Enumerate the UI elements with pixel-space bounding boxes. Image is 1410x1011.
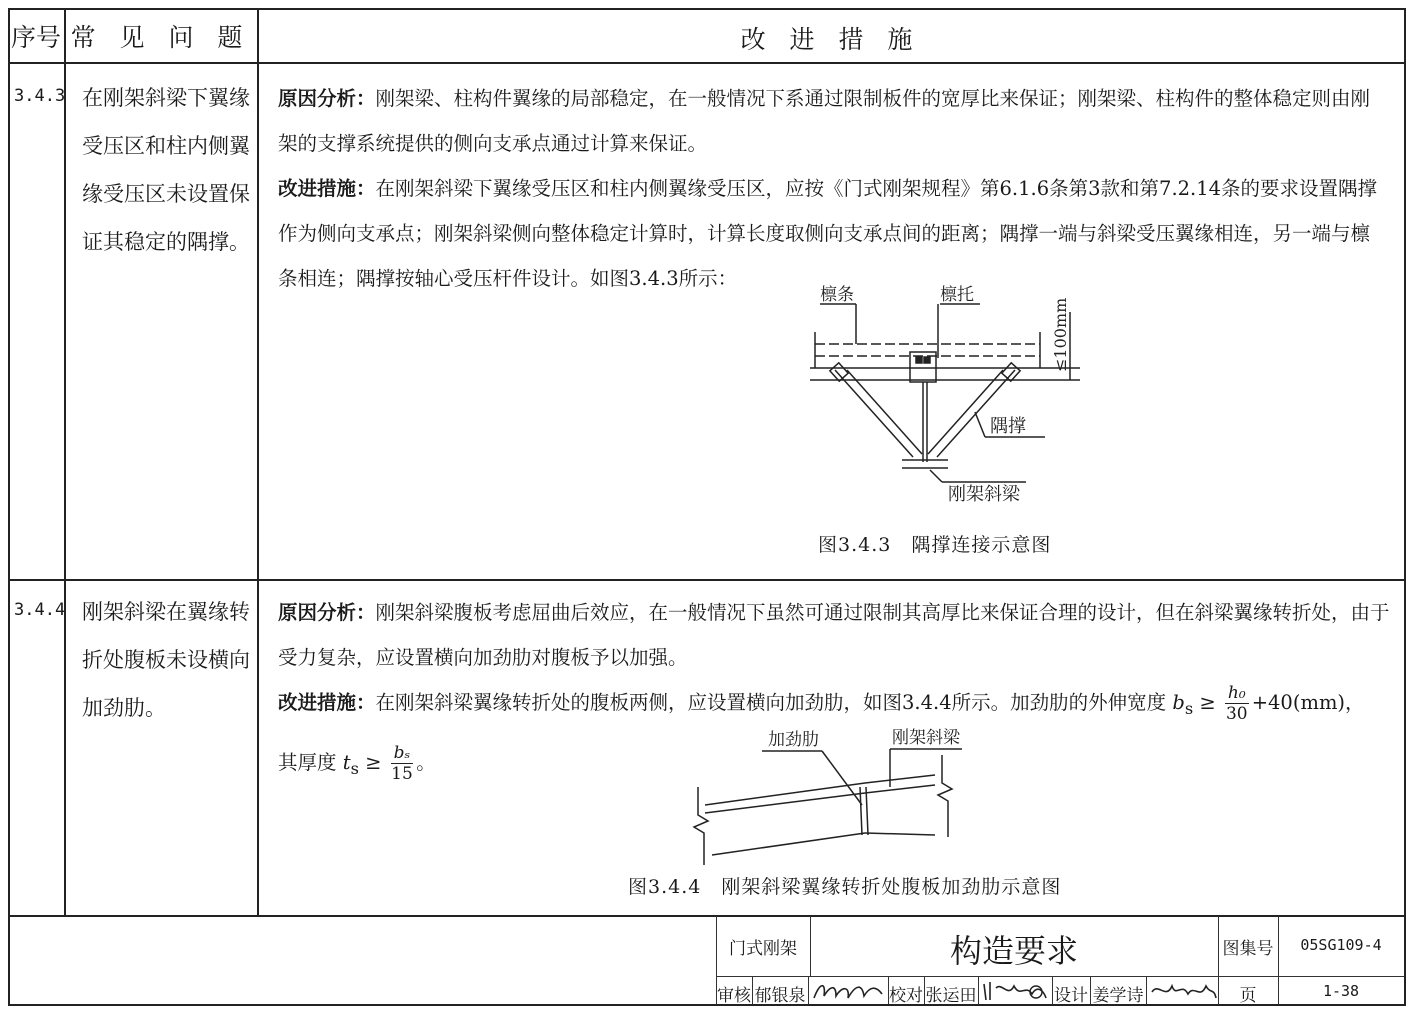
review-label: 审核 xyxy=(717,986,751,1006)
analysis-text: 刚架斜梁腹板考虑屈曲后效应，在一般情况下虽然可通过限制其高厚比来保证合理的设计，但在斜梁翼缘转折处，由于受力复杂，应设置横向加劲肋对腹板予以加强。 xyxy=(278,601,1390,669)
row-number: 3.4.3 xyxy=(14,86,66,106)
label-beam: 刚架斜梁 xyxy=(948,484,1020,505)
measure-label: 改进措施： xyxy=(278,177,376,200)
page-label: 页 xyxy=(1239,986,1257,1006)
analysis-label: 原因分析： xyxy=(278,601,376,624)
table-top-border xyxy=(8,8,1406,10)
header-measure: 改 进 措 施 xyxy=(740,25,921,54)
problem-text: 在刚架斜梁下翼缘受压区和柱内侧翼缘受压区未设置保证其稳定的隅撑。 xyxy=(82,86,250,254)
formula-sub: s xyxy=(350,758,359,778)
problem-text: 刚架斜梁在翼缘转折处腹板未设横向加劲肋。 xyxy=(82,600,250,720)
right-border xyxy=(1404,8,1406,1005)
brace-connection-diagram xyxy=(790,282,1110,512)
fraction-numerator: bₛ xyxy=(391,743,414,764)
stiffener-diagram xyxy=(690,725,990,865)
formula-var: t xyxy=(342,751,351,774)
titleblock-divider xyxy=(808,976,809,1004)
figure-caption: 图3.4.4 刚架斜梁翼缘转折处腹板加劲肋示意图 xyxy=(628,876,1062,898)
atlas-label: 图集号 xyxy=(1222,939,1274,959)
measure-text: 在刚架斜梁翼缘转折处的腹板两侧，应设置横向加劲肋，如图3.4.4所示。加劲肋的外伸宽度 xyxy=(375,691,1167,714)
table-bottom-border xyxy=(8,915,1406,917)
col-divider-1 xyxy=(64,8,66,916)
col-divider-2 xyxy=(257,8,259,916)
designer-name: 姜学诗 xyxy=(1092,986,1144,1006)
header-serial: 序号 xyxy=(10,23,61,52)
formula-fraction xyxy=(1225,683,1249,724)
row-number: 3.4.4 xyxy=(14,600,66,620)
label-bracket: 檩托 xyxy=(940,285,974,305)
formula-var: b xyxy=(1172,691,1185,714)
formula-prefix: 其厚度 xyxy=(278,751,337,774)
label-brace: 隅撑 xyxy=(990,416,1026,437)
fraction-denominator: 15 xyxy=(391,764,413,784)
formula-tail: +40(mm)， xyxy=(1251,691,1365,714)
checker-signature xyxy=(980,978,1052,1004)
analysis-label: 原因分析： xyxy=(278,87,376,110)
measure-paragraph xyxy=(278,680,1393,731)
label-purlin: 檩条 xyxy=(820,285,854,305)
fraction-denominator: 30 xyxy=(1225,704,1248,724)
formula-tail: 。 xyxy=(416,751,436,774)
row-divider xyxy=(8,579,1406,581)
atlas-number: 05SG109-4 xyxy=(1300,936,1382,954)
reviewer-signature xyxy=(810,978,888,1004)
analysis-text: 刚架梁、柱构件翼缘的局部稳定，在一般情况下系通过限制板件的宽厚比来保证；刚架梁、柱构件的整体稳定则由刚架的支撑系统提供的侧向支承点通过计算来保证。 xyxy=(278,87,1371,155)
page-number: 1-38 xyxy=(1322,982,1360,1000)
reviewer-name: 郁银泉 xyxy=(754,986,806,1006)
formula-op: ≥ xyxy=(1199,691,1216,714)
formula-op: ≥ xyxy=(365,751,382,774)
thickness-formula xyxy=(278,740,678,791)
analysis-paragraph xyxy=(278,76,1378,166)
left-border xyxy=(8,8,10,1005)
analysis-paragraph xyxy=(278,590,1393,680)
header-problem: 常 见 问 题 xyxy=(70,23,251,52)
checker-name: 张运田 xyxy=(925,986,977,1006)
formula-sub: s xyxy=(1184,698,1194,718)
titleblock-divider xyxy=(978,976,979,1004)
label-stiffener: 加劲肋 xyxy=(768,730,819,750)
drawing-title: 构造要求 xyxy=(949,932,1078,970)
formula-fraction xyxy=(391,743,414,784)
measure-paragraph xyxy=(278,166,1378,301)
fraction-numerator: h₀ xyxy=(1225,683,1249,704)
label-beam: 刚架斜梁 xyxy=(892,728,960,748)
label-dimension: ≤100mm xyxy=(1051,297,1070,372)
measure-text: 在刚架斜梁下翼缘受压区和柱内侧翼缘受压区，应按《门式刚架规程》第6.1.6条第3款和第7.2.14条的要求设置隅撑作为侧向支承点；刚架斜梁侧向整体稳定计算时，计算长度取侧向支承点间的距离；隅撑一端与斜梁受压翼缘相连，另一端与檩条相连；隅撑按轴心受压杆件设计。如图3.4.3所示： xyxy=(278,177,1378,290)
measure-label: 改进措施： xyxy=(278,691,376,714)
figure-caption: 图3.4.3 隅撑连接示意图 xyxy=(818,534,1052,556)
titleblock-row-divider xyxy=(716,976,1404,977)
design-label: 设计 xyxy=(1054,986,1088,1006)
header-bottom-border xyxy=(8,62,1406,64)
titleblock-divider xyxy=(1146,976,1147,1004)
drawing-category: 门式刚架 xyxy=(729,939,797,959)
designer-signature xyxy=(1148,978,1218,1004)
page-bottom-border xyxy=(8,1004,1406,1006)
check-label: 校对 xyxy=(889,986,923,1006)
